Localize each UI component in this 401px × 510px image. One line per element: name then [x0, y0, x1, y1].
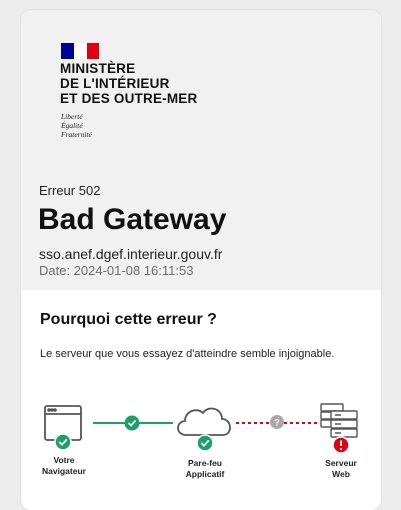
server-node-label	[301, 458, 381, 480]
browser-status-ok-icon	[55, 434, 71, 450]
browser-node-label	[24, 455, 104, 477]
motto-line: Égalité	[61, 121, 83, 130]
server-stack-icon	[321, 404, 357, 437]
ministry-line: ET DES OUTRE-MER	[60, 91, 198, 106]
node-label-line: Serveur	[325, 458, 357, 468]
error-code: Erreur 502	[39, 183, 101, 198]
error-date: Date: 2024-01-08 16:11:53	[39, 263, 194, 278]
node-label-line: Navigateur	[42, 466, 86, 476]
link-browser-firewall	[93, 416, 173, 431]
firewall-node-label	[165, 458, 245, 480]
ministry-line: DE L'INTÉRIEUR	[60, 76, 170, 91]
node-label-line: Pare-feu	[187, 458, 222, 468]
firewall-status-ok-icon	[197, 435, 213, 451]
ministry-logo-text	[60, 61, 197, 106]
question-icon: ?	[274, 417, 280, 428]
link-firewall-server	[236, 415, 317, 429]
network-diagram	[21, 390, 381, 460]
server-status-error-icon	[333, 437, 349, 453]
french-flag-icon	[61, 43, 99, 59]
error-host: sso.anef.dgef.interieur.gouv.fr	[39, 246, 223, 262]
node-label-line: Votre	[53, 455, 75, 465]
ministry-line: MINISTÈRE	[60, 61, 136, 76]
motto-line: Liberté	[61, 112, 83, 121]
explanation-title: Pourquoi cette erreur ?	[40, 311, 217, 328]
explanation-text: Le serveur que vous essayez d'atteindre semble injoignable.	[40, 348, 335, 360]
motto-line: Fraternité	[61, 130, 92, 139]
error-title: Bad Gateway	[38, 203, 227, 236]
error-header-panel	[21, 10, 381, 290]
node-label-line: Applicatif	[185, 469, 225, 479]
cloud-firewall-icon	[178, 408, 230, 435]
node-label-line: Web	[332, 469, 350, 479]
error-card	[21, 10, 381, 510]
republic-motto	[61, 112, 92, 139]
